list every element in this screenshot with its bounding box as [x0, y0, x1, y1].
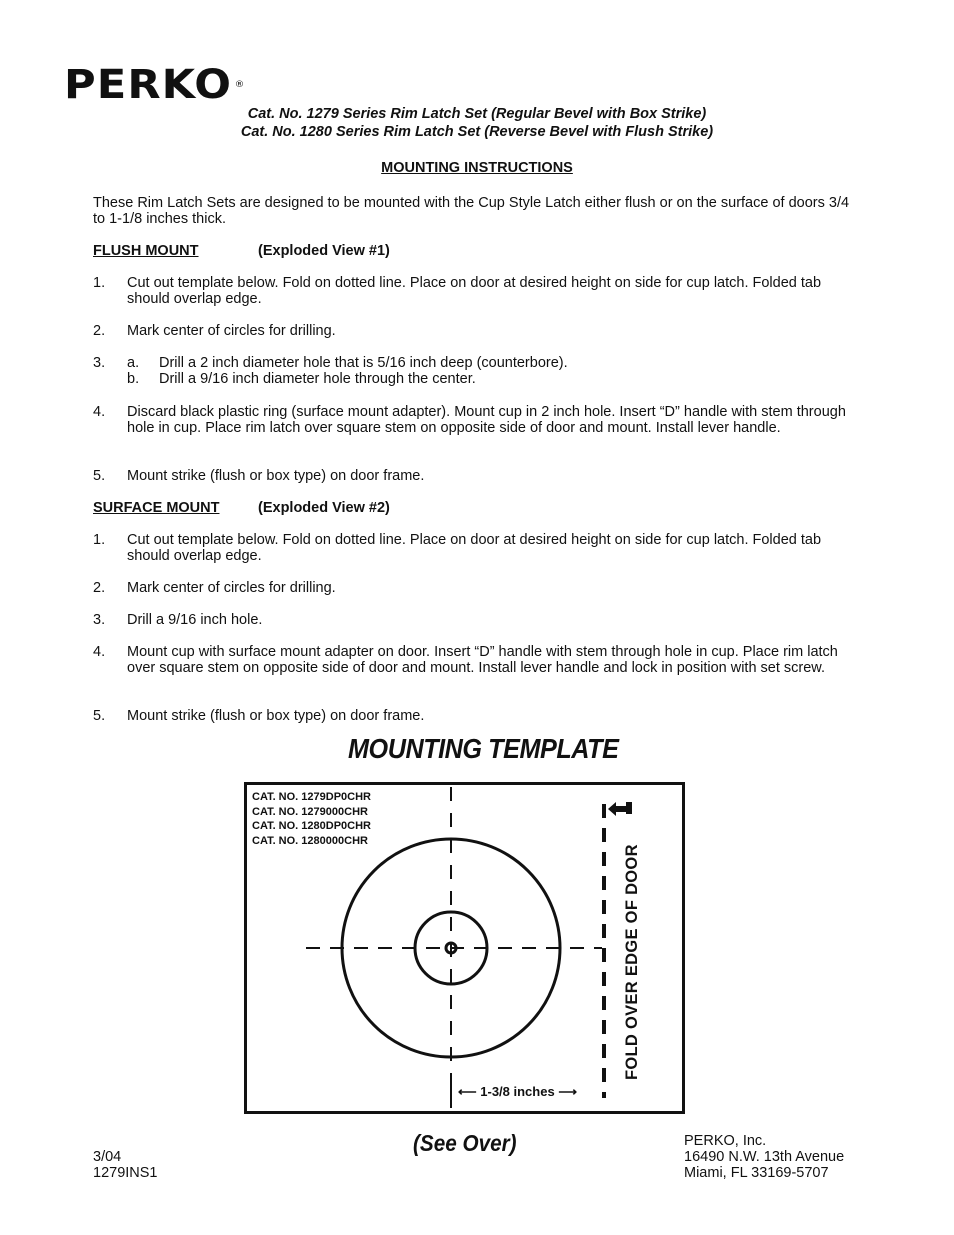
step-number: 3. [93, 355, 106, 371]
fold-label: FOLD OVER EDGE OF DOOR [623, 844, 641, 1080]
page-title: MOUNTING INSTRUCTIONS [381, 160, 573, 176]
step-number: 2. [93, 323, 106, 339]
substep-a-text: Drill a 2 inch diameter hole that is 5/16 inch deep (counterbore). [159, 355, 568, 371]
footer-address [684, 1133, 844, 1181]
measurement-label [458, 1084, 577, 1100]
fold-arrow-icon [606, 800, 634, 818]
step-text: Mount cup with surface mount adapter on door. Insert “D” handle with stem through hole in cup. Place rim latch over square stem on opposite side of door and mount. Install lever handle and lock in position with set screw. [127, 644, 838, 676]
step-text: Mount strike (flush or box type) on door frame. [127, 708, 425, 724]
step-number: 5. [93, 468, 106, 484]
surface-mount-title: SURFACE MOUNT [93, 500, 220, 516]
logo-text: PERKO [64, 62, 233, 108]
catalog-title-1279: Cat. No. 1279 Series Rim Latch Set (Regular Bevel with Box Strike) [247, 106, 707, 122]
step-text: Cut out template below. Fold on dotted line. Place on door at desired height on side for cup latch. Folded tab should overlap edge. [127, 275, 822, 307]
perko-logo [64, 62, 246, 108]
step-number: 2. [93, 580, 106, 596]
template-title: MOUNTING TEMPLATE [348, 733, 619, 764]
left-arrow-icon: ⟵ [458, 1084, 477, 1099]
step-number: 1. [93, 275, 106, 291]
company-name: PERKO, Inc. [684, 1133, 767, 1149]
step-text: Cut out template below. Fold on dotted line. Place on door at desired height on side for cup latch. Folded tab should overlap edge. [127, 532, 822, 564]
revision-date: 3/04 [93, 1149, 122, 1165]
step-number: 1. [93, 532, 106, 548]
catalog-number-list [252, 790, 371, 848]
substep-b-text: Drill a 9/16 inch diameter hole through the center. [159, 371, 476, 387]
step-text: Mark center of circles for drilling. [127, 580, 336, 596]
surface-mount-subtitle: (Exploded View #2) [258, 500, 390, 516]
substep-a-label: a. [127, 355, 140, 371]
catalog-number: CAT. NO. 1279DP0CHR [252, 791, 371, 803]
catalog-number: CAT. NO. 1280DP0CHR [252, 820, 371, 832]
flush-mount-subtitle: (Exploded View #1) [258, 243, 390, 259]
intro-paragraph: These Rim Latch Sets are designed to be mounted with the Cup Style Latch either flush or on the surface of doors 3/4 to 1-1/8 inches thick. [93, 195, 850, 227]
step-number: 4. [93, 644, 106, 660]
right-arrow-icon: ⟶ [558, 1084, 577, 1099]
step-number: 5. [93, 708, 106, 724]
flush-mount-heading [93, 243, 390, 259]
city-address: Miami, FL 33169-5707 [684, 1165, 829, 1181]
catalog-number: CAT. NO. 1279000CHR [252, 805, 368, 818]
footer-left [93, 1149, 158, 1181]
step-number: 4. [93, 404, 106, 420]
surface-mount-heading [93, 500, 390, 516]
substep-b-label: b. [127, 371, 140, 387]
step-text: Discard black plastic ring (surface mount adapter). Mount cup in 2 inch hole. Insert “D” handle with stem through hole in cup. Place rim latch over square stem on opposite side of door and mount. Install lever handle. [127, 404, 846, 436]
flush-mount-title: FLUSH MOUNT [93, 243, 199, 259]
street-address: 16490 N.W. 13th Avenue [684, 1149, 845, 1165]
see-over-note: (See Over) [413, 1130, 517, 1156]
step-number: 3. [93, 612, 106, 628]
catalog-title-1280: Cat. No. 1280 Series Rim Latch Set (Reverse Bevel with Flush Strike) [240, 124, 714, 140]
measurement-text: 1-3/8 inches [480, 1084, 555, 1099]
document-id: 1279INS1 [93, 1165, 158, 1181]
step-text: Drill a 9/16 inch hole. [127, 612, 263, 628]
step-text: Mark center of circles for drilling. [127, 323, 336, 339]
registered-mark: ® [234, 80, 246, 90]
step-text: Mount strike (flush or box type) on door frame. [127, 468, 425, 484]
catalog-number: CAT. NO. 1280000CHR [252, 834, 368, 847]
